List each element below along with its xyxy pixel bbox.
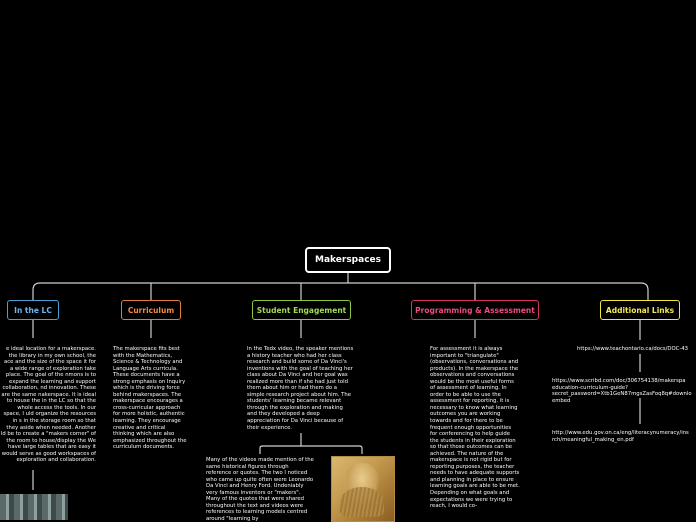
branch-curriculum[interactable] xyxy=(121,300,181,320)
branch-label: Student Engagement xyxy=(256,305,347,315)
link-teachontario[interactable]: https://www.teachontario.ca/docs/DOC-43 xyxy=(577,346,689,352)
branch-in-the-lc[interactable] xyxy=(7,300,59,320)
note-in-the-lc[interactable]: e ideal location for a makerspace. the library in my own school, the ace and the size of the space it for a wide range of exploration take place. The goal of the nmons is to expand the learning and support collaboration, nd innovation. These are the same nakerspace. It is ideal to house the in the LC so that the whole access the tools. In our space, I uld organize the resources in s in the storage room so that they aside when needed. Another ld be to create a "makers corner" of the room to house/display the We have large tables that are easy it would serve as good workspaces of exploration and collaboration. xyxy=(0,346,96,464)
branch-programming-assessment[interactable] xyxy=(411,300,539,320)
branch-label: In the LC xyxy=(14,305,52,315)
branch-additional-links[interactable] xyxy=(600,300,680,320)
da-vinci-portrait-image xyxy=(331,456,395,522)
link-scribd[interactable]: https://www.scribd.com/doc/306754138/makerspa education-curriculum-guide? secret_password=Xtb1GeN87mgsZasFoq8q#downlo embed xyxy=(552,378,692,404)
makerspace-thumbnail-image xyxy=(0,494,68,520)
note-student-engagement[interactable]: In the Tedx video, the speaker mentions a history teacher who had her class research and build some of Da Vinci's inventions with the goal of teaching her class about Da Vinci and her goal was realized more than if she had just told them about him or had them do a simple research project about him. The students' learning became relevant through the exploration and making and they developed a deep appreciation for Da Vinci because of their experience. xyxy=(247,346,354,431)
branch-label: Additional Links xyxy=(605,305,675,315)
root-label: Makerspaces xyxy=(315,255,381,265)
note-student-engagement-sub[interactable]: Many of the videos made mention of the same historical figures through reference or quotes. The two I noticed who came up quite often were Leonardo Da Vinci and Henry Ford. Undeniably very famous inventors or "makers". Many of the quotes that were shared throughout the text and videos were references to learning models centred around "learning by xyxy=(206,457,314,522)
branch-label: Curriculum xyxy=(127,305,175,315)
root-node[interactable] xyxy=(305,247,391,273)
link-edu-gov-on[interactable]: http://www.edu.gov.on.ca/eng/literacynumeracy/ins rch/meaningful_making_en.pdf xyxy=(552,430,689,443)
note-curriculum[interactable]: The makerspace fits best with the Mathematics, Science & Technology and Language Arts curricula. These documents have a strong emphasis on Inquiry which is the driving force behind makerspaces. The makerspace encourages a cross-curricular approach for more holistic, authentic learning. They encourage creative and critical thinking which are also emphasized throughout the curriculum documents. xyxy=(113,346,187,451)
branch-student-engagement[interactable] xyxy=(252,300,351,320)
branch-label: Programming & Assessment xyxy=(415,305,535,315)
note-programming-assessment[interactable]: For assessment it is always important to "triangulate" (observations, conversations and products). In the makerspace the observations and conversations would be the most useful forms of assessment of learning. In order to be able to use the assessment for reporting, it is necessary to know what learning outcomes you are working towards and for there to be frequent enough opportunities for conferencing to help guide the students in their exploration so that those outcomes can be achieved. The nature of the makerspace is not rigid but for reporting purposes, the teacher needs to have adequate supports and planning in place to ensure learning goals are able to be met. Depending on what goals and expectations we were trying to reach, I would co- xyxy=(430,346,520,510)
